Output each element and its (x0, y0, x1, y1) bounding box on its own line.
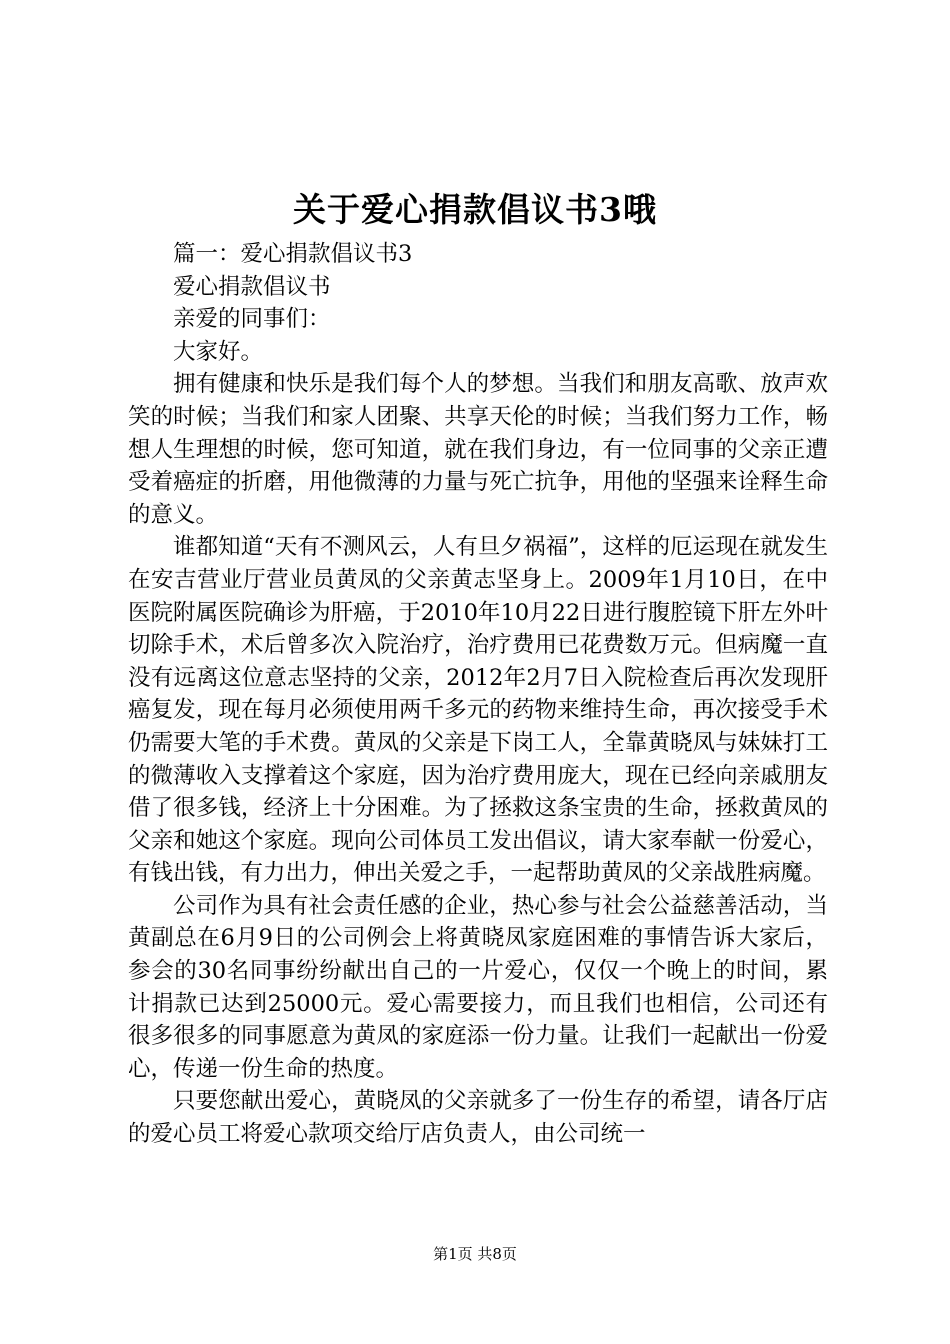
paragraph: 谁都知道“天有不测风云，人有旦夕祸福”，这样的厄运现在就发生在安吉营业厅营业员黄凤的父亲黄志坚身上。2009年1月10日，在中医院附属医院确诊为肝癌，于2010年10月22日进行腹腔镜下肝左外叶切除手术，术后曾多次入院治疗，治疗费用已花费数万元。但病魔一直没有远离这位意志坚持的父亲，2012年2月7日入院检查后再次发现肝癌复发，现在每月必须使用两千多元的药物来维持生命，再次接受手术仍需要大笔的手术费。黄凤的父亲是下岗工人，全靠黄晓凤与妹妹打工的微薄收入支撑着这个家庭，因为治疗费用庞大，现在已经向亲戚朋友借了很多钱，经济上十分困难。为了拯救这条宝贵的生命，拯救黄凤的父亲和她这个家庭。现向公司体员工发出倡议，请大家奉献一份爱心，有钱出钱，有力出力，伸出关爱之手，一起帮助黄凤的父亲战胜病魔。 (128, 534, 828, 887)
paragraph: 拥有健康和快乐是我们每个人的梦想。当我们和朋友高歌、放声欢笑的时候；当我们和家人团聚、共享天伦的时候；当我们努力工作，畅想人生理想的时候，您可知道，就在我们身边，有一位同事的父亲正遭受着癌症的折磨，用他微薄的力量与死亡抗争，用他的坚强来诠释生命的意义。 (128, 371, 828, 528)
document-title: 关于爱心捐款倡议书3哦 (293, 190, 657, 229)
paragraph: 公司作为具有社会责任感的企业，热心参与社会公益慈善活动，当黄副总在6月9日的公司例会上将黄晓凤家庭困难的事情告诉大家后，参会的30名同事纷纷献出自己的一片爱心，仅仅一个晚上的时间，累计捐款已达到25000元。爱心需要接力，而且我们也相信，公司还有很多很多的同事愿意为黄凤的家庭添一份力量。让我们一起献出一份爱心，传递一份生命的热度。 (128, 892, 828, 1082)
salutation: 亲爱的同事们： (173, 306, 331, 333)
paragraph: 只要您献出爱心，黄晓凤的父亲就多了一份生存的希望，请各厅店的爱心员工将爱心款项交给厅店负责人，由公司统一 (128, 1088, 828, 1148)
proposal-heading: 爱心捐款倡议书 (173, 273, 331, 300)
page-footer: 第1页 共8页 (433, 1245, 517, 1263)
greeting: 大家好。 (173, 338, 264, 365)
section-heading: 篇一：爱心捐款倡议书3 (173, 241, 413, 267)
document-body (128, 238, 828, 1151)
